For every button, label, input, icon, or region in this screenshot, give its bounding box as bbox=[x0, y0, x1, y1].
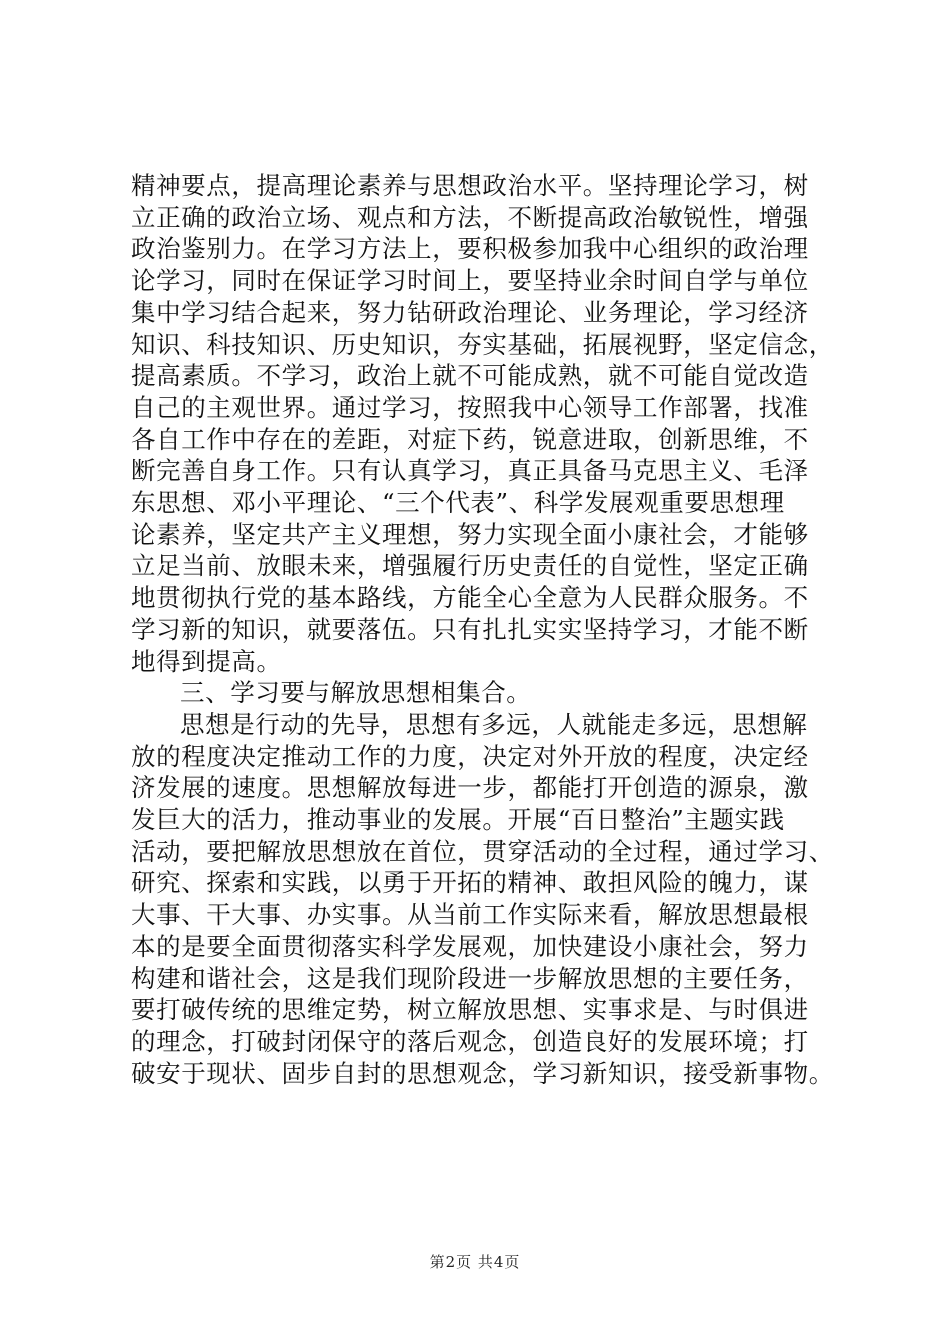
text-line: 精神要点，提高理论素养与思想政治水平。坚持理论学习，树 bbox=[131, 171, 809, 200]
text-line: 各自工作中存在的差距，对症下药，锐意进取，创新思维，不 bbox=[131, 425, 809, 454]
text-line: 立足当前、放眼未来，增强履行历史责任的自觉性，坚定正确 bbox=[131, 551, 809, 580]
text-line: 研究、探索和实践，以勇于开拓的精神、敢担风险的魄力，谋 bbox=[131, 868, 809, 897]
text-line: 要打破传统的思维定势，树立解放思想、实事求是、与时俱进 bbox=[131, 995, 809, 1024]
text-line: 地得到提高。 bbox=[131, 647, 282, 676]
text-line: 本的是要全面贯彻落实科学发展观，加快建设小康社会，努力 bbox=[131, 932, 809, 961]
text-line: 提高素质。不学习，政治上就不可能成熟，就不可能自觉改造 bbox=[131, 361, 809, 390]
text-line: 东思想、邓小平理论、“三个代表”、科学发展观重要思想理 bbox=[131, 488, 785, 517]
text-line: 自己的主观世界。通过学习，按照我中心领导工作部署，找准 bbox=[131, 393, 809, 422]
page-number-footer: 第2页 共4页 bbox=[429, 1253, 521, 1271]
text-line: 构建和谐社会，这是我们现阶段进一步解放思想的主要任务， bbox=[131, 964, 809, 993]
text-line: 论学习，同时在保证学习时间上，要坚持业余时间自学与单位 bbox=[131, 266, 809, 295]
text-line: 破安于现状、固步自封的思想观念，学习新知识，接受新事物。 bbox=[131, 1059, 834, 1088]
text-line: 发巨大的活力，推动事业的发展。开展“百日整治”主题实践 bbox=[131, 805, 785, 834]
text-line: 断完善自身工作。只有认真学习，真正具备马克思主义、毛泽 bbox=[131, 456, 809, 485]
text-line: 活动，要把解放思想放在首位，贯穿活动的全过程，通过学习、 bbox=[131, 837, 834, 866]
text-line: 放的程度决定推动工作的力度，决定对外开放的程度，决定经 bbox=[131, 742, 809, 771]
text-line: 知识、科技知识、历史知识，夯实基础，拓展视野，坚定信念， bbox=[131, 330, 834, 359]
text-line: 济发展的速度。思想解放每进一步，都能打开创造的源泉，激 bbox=[131, 773, 809, 802]
text-line: 立正确的政治立场、观点和方法，不断提高政治敏锐性，增强 bbox=[131, 203, 809, 232]
text-line: 学习新的知识，就要落伍。只有扎扎实实坚持学习，才能不断 bbox=[131, 615, 809, 644]
section-heading: 三、学习要与解放思想相集合。 bbox=[180, 678, 532, 707]
text-line: 论素养，坚定共产主义理想，努力实现全面小康社会，才能够 bbox=[131, 520, 809, 549]
text-line: 的理念，打破封闭保守的落后观念，创造良好的发展环境；打 bbox=[131, 1027, 809, 1056]
text-line: 大事、干大事、办实事。从当前工作实际来看，解放思想最根 bbox=[131, 900, 809, 929]
paragraph-first-line: 思想是行动的先导，思想有多远，人就能走多远，思想解 bbox=[180, 710, 808, 739]
text-line: 集中学习结合起来，努力钻研政治理论、业务理论，学习经济 bbox=[131, 298, 809, 327]
text-line: 地贯彻执行党的基本路线，方能全心全意为人民群众服务。不 bbox=[131, 583, 809, 612]
text-line: 政治鉴别力。在学习方法上，要积极参加我中心组织的政治理 bbox=[131, 234, 809, 263]
